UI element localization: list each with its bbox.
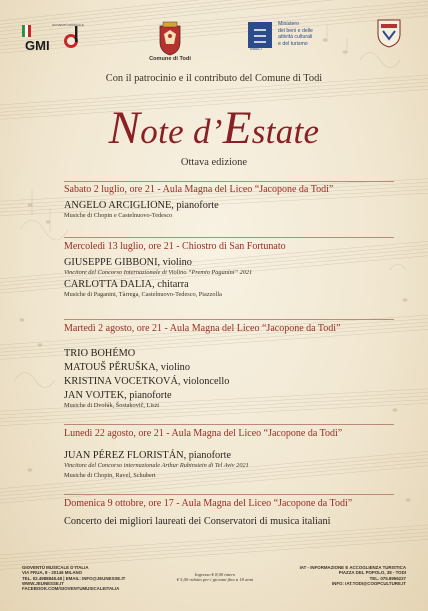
program: Musiche di Dvořák, Šostakovič, Liszt bbox=[64, 402, 160, 409]
event-title bbox=[0, 102, 428, 154]
edition-label: Ottava edizione bbox=[180, 157, 248, 168]
footer-line: FACEBOOK.COM/GIOVENTUMUSICALEITALIA bbox=[22, 586, 120, 592]
divider bbox=[64, 319, 394, 320]
footer-line: PIAZZA DEL POPOLO, 38 - TODI bbox=[338, 570, 406, 576]
divider bbox=[64, 424, 394, 425]
footer-line: Ingresso € 8,00 intero bbox=[194, 572, 236, 577]
ministry-text bbox=[278, 21, 338, 47]
patronage-line: Con il patrocinio e il contributo del Comune di Todi bbox=[105, 73, 323, 84]
program: Musiche di Paganini, Tàrrega, Castelnuovo-Tedesco, Piazzolla bbox=[64, 291, 222, 298]
gmi-logo-text: GMI bbox=[25, 38, 50, 52]
ministry-line: e del turismo bbox=[278, 40, 308, 47]
footer-line: TEL. 02.4988848.48 | EMAIL: INFO@JEUNESSE.IT bbox=[22, 575, 126, 581]
event-heading: Mercoledì 13 luglio, ore 21 - Chiostro di San Fortunato bbox=[64, 241, 286, 252]
title-part2: state bbox=[251, 112, 320, 151]
divider bbox=[64, 181, 394, 182]
ministry-line: attività culturali bbox=[278, 34, 313, 41]
program: Musiche di Chopin, Ravel, Schubert bbox=[64, 472, 156, 479]
award-note: Vincitore del Concorso Internazionale di Violino “Premio Paganini” 2021 bbox=[64, 269, 253, 276]
divider bbox=[64, 494, 394, 495]
footer-line: WWW.JEUNESSE.IT bbox=[22, 580, 64, 586]
event-heading: Domenica 9 ottobre, ore 17 - Aula Magna del Liceo “Jacopone da Todi” bbox=[64, 498, 353, 509]
performer-name: JAN VOJTEK, pianoforte bbox=[64, 390, 172, 401]
performer-name: ANGELO ARCIGLIONE, pianoforte bbox=[64, 200, 219, 211]
footer-info bbox=[276, 565, 406, 586]
event-heading: Lunedì 22 agosto, ore 21 - Aula Magna del Liceo “Jacopone da Todi” bbox=[64, 428, 343, 439]
svg-text:GIOVENTÙ MUSICALE: GIOVENTÙ MUSICALE bbox=[52, 23, 84, 27]
footer-line: INFO: IAT.TODI@COOPCULTURE.IT bbox=[331, 580, 406, 586]
sponsor-crest-icon bbox=[374, 18, 404, 48]
ministry-line: dei beni e delle bbox=[278, 27, 313, 34]
performer-name: JUAN PÉREZ FLORISTÁN, pianoforte bbox=[64, 450, 232, 461]
footer-line: IAT - INFORMAZIONE E ACCOGLIENZA TURISTICA bbox=[299, 565, 406, 570]
gmi-logo bbox=[22, 20, 84, 52]
award-note: Vincitore del Concorso internazionale Arthur Rubinstein di Tel Aviv 2021 bbox=[64, 462, 249, 469]
title-part1: ote d’ bbox=[140, 112, 223, 151]
performer-name: GIUSEPPE GIBBONI, violino bbox=[64, 257, 192, 268]
concert-description: Concerto dei migliori laureati dei Conservatori di musica italiani bbox=[64, 516, 331, 527]
footer-tickets bbox=[156, 572, 274, 583]
program: Musiche di Chopin e Castelnuovo-Tedesco bbox=[64, 212, 173, 219]
event-3 bbox=[64, 322, 394, 410]
todi-label: Comune di Todi bbox=[149, 56, 191, 62]
footer-line: VIA FRUA, 8 - 20146 MILANO bbox=[22, 570, 83, 576]
event-4 bbox=[64, 427, 394, 480]
event-heading: Martedì 2 agosto, ore 21 - Aula Magna del Liceo “Jacopone da Todi” bbox=[64, 323, 341, 334]
ministry-line: Ministero bbox=[278, 21, 300, 27]
event-2 bbox=[64, 240, 394, 299]
event-5 bbox=[64, 497, 394, 528]
title-initial-e: E bbox=[222, 102, 252, 154]
performer-name: KRISTINA VOCETKOVÁ, violoncello bbox=[64, 376, 230, 387]
svg-text:MiBACT: MiBACT bbox=[250, 47, 263, 51]
performer-name: CARLOTTA DALIA, chitarra bbox=[64, 279, 189, 290]
event-heading: Sabato 2 luglio, ore 21 - Aula Magna del Liceo “Jacopone da Todi” bbox=[64, 184, 334, 195]
title-initial-n: N bbox=[108, 102, 141, 154]
performer-name: MATOUŠ PĚRUŠKA, violino bbox=[64, 362, 190, 373]
footer-line: € 5,00 ridotto per i giovani fino a 18 anni bbox=[176, 577, 254, 583]
ensemble-name: TRIO BOHÉMO bbox=[64, 348, 136, 359]
footer-organizer bbox=[22, 565, 162, 591]
divider bbox=[64, 237, 394, 238]
footer-line: TEL. 075.8956227 bbox=[369, 575, 406, 581]
event-1 bbox=[64, 183, 394, 220]
footer-line: GIOVENTÙ MUSICALE D’ITALIA bbox=[22, 565, 89, 570]
